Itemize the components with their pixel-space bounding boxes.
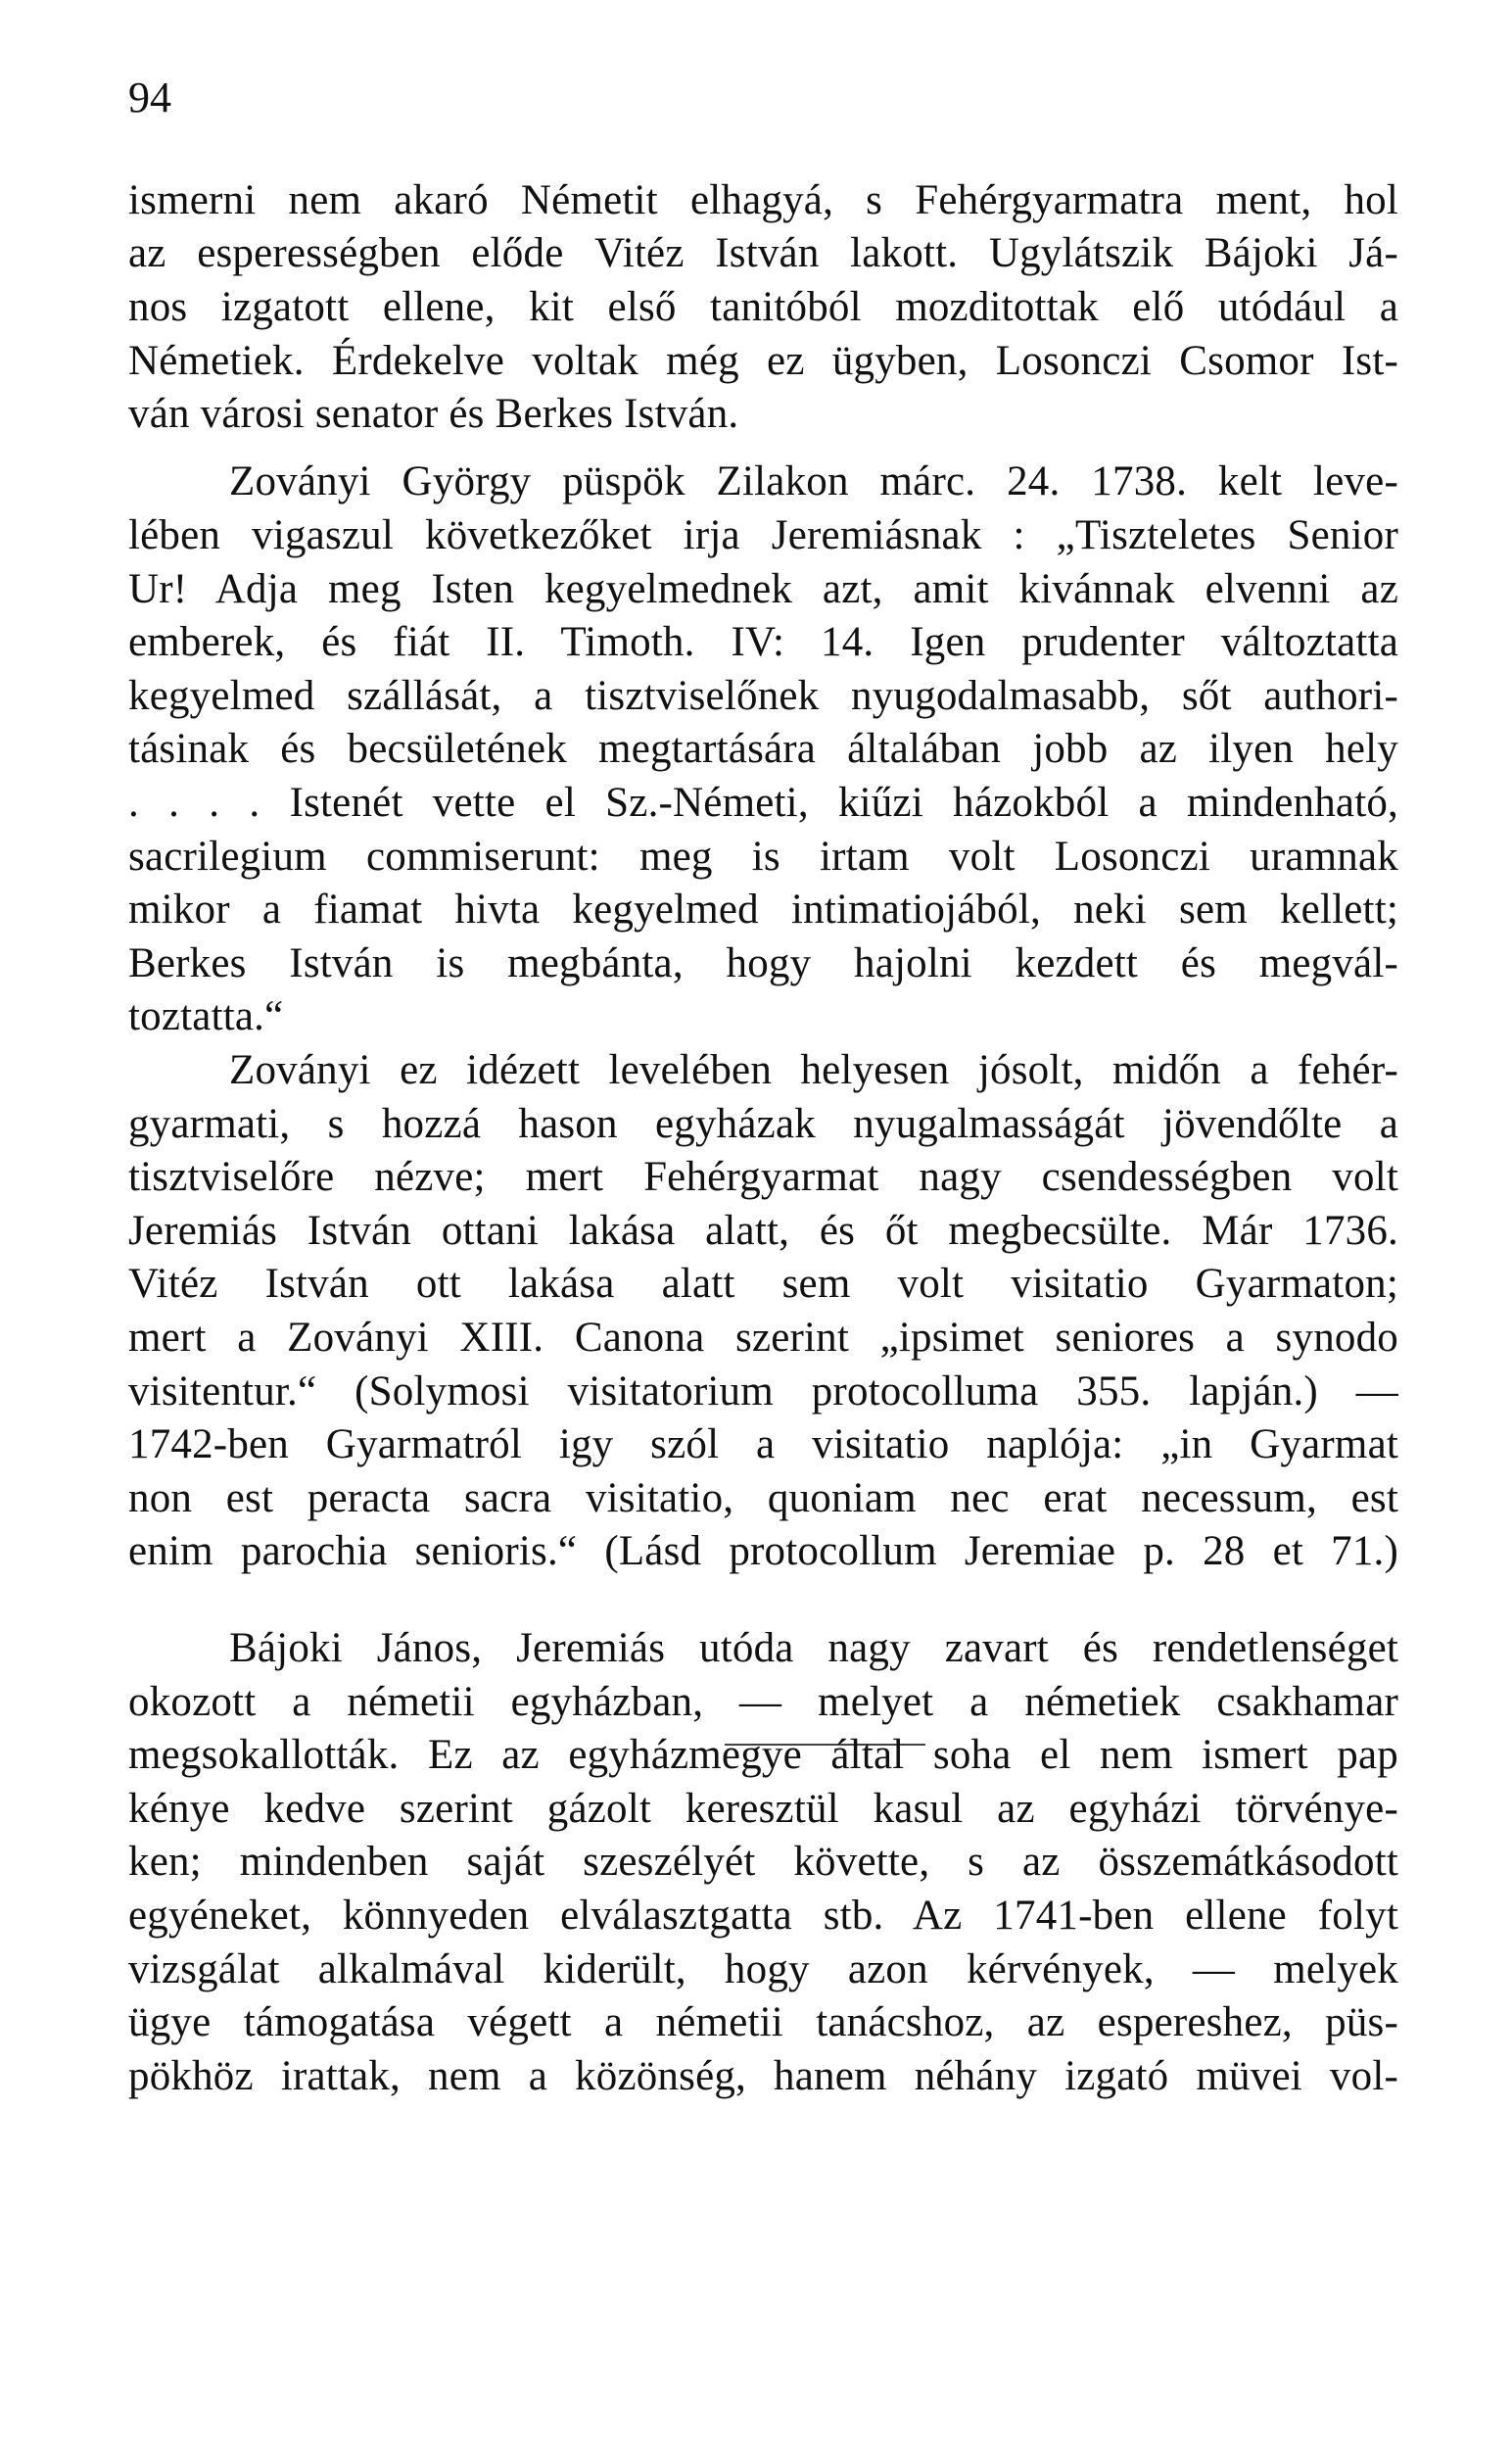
- text-line: Jeremiás István ottani lakása alatt, és őt megbecsülte. Már 1736.: [128, 1208, 1398, 1254]
- text-line: visitentur.“ (Solymosi visitatorium protocolluma 355. lapján.) —: [128, 1368, 1398, 1415]
- text-line: Zoványi ez idézett levelében helyesen jósolt, midőn a fehér-: [229, 1047, 1398, 1093]
- text-line: vizsgálat alkalmával kiderült, hogy azon kérvények, — melyek: [128, 1946, 1398, 1992]
- text-line: tisztviselőre nézve; mert Fehérgyarmat nagy csendességben volt: [128, 1154, 1398, 1200]
- text-line: toztatta.“: [128, 993, 284, 1039]
- text-line: ván városi senator és Berkes István.: [128, 391, 739, 437]
- text-line: megsokallották. Ez az egyházmegye által soha el nem ismert pap: [128, 1732, 1398, 1778]
- text-line: kénye kedve szerint gázolt keresztül kasul az egyházi törvénye-: [128, 1786, 1398, 1832]
- text-line: Németiek. Érdekelve voltak még ez ügyben, Losonczi Csomor Ist-: [128, 338, 1398, 384]
- text-line: Berkes István is megbánta, hogy hajolni kezdett és megvál-: [128, 940, 1398, 986]
- text-line: enim parochia senioris.“ (Lásd protocollum Jeremiae p. 28 et 71.): [128, 1528, 1398, 1574]
- text-line: . . . . Istenét vette el Sz.-Németi, kiűzi házokból a mindenható,: [128, 780, 1398, 826]
- text-line: mert a Zoványi XIII. Canona szerint „ipsimet seniores a synodo: [128, 1315, 1398, 1361]
- text-line: non est peracta sacra visitatio, quoniam nec erat necessum, est: [128, 1475, 1398, 1521]
- text-line: mikor a fiamat hivta kegyelmed intimatiojából, neki sem kellett;: [128, 887, 1398, 933]
- text-line: gyarmati, s hozzá hason egyházak nyugalmasságát jövendőlte a: [128, 1101, 1398, 1147]
- text-line: egyéneket, könnyeden elválasztgatta stb. Az 1741-ben ellene folyt: [128, 1893, 1398, 1939]
- text-line: kegyelmed szállását, a tisztviselőnek nyugodalmasabb, sőt authori-: [128, 673, 1398, 719]
- text-line: nos izgatott ellene, kit első tanitóból mozditottak elő utódául a: [128, 284, 1398, 330]
- page-number: 94: [128, 73, 171, 121]
- text-line: ismerni nem akaró Németit elhagyá, s Fehérgyarmatra ment, hol: [128, 177, 1398, 223]
- text-line: pökhöz irattak, nem a közönség, hanem néhány izgató müvei vol-: [128, 2053, 1398, 2099]
- text-line: az esperességben elődе Vitéz István lakott. Ugylátszik Bájoki Já-: [128, 230, 1398, 276]
- text-line: ügye támogatása végett a németii tanácshoz, az espereshez, püs-: [128, 1999, 1398, 2045]
- text-line: lében vigaszul következőket irja Jeremiásnak : „Tiszteletes Senior: [128, 512, 1398, 558]
- text-line: Vitéz István ott lakása alatt sem volt visitatio Gyarmaton;: [128, 1261, 1398, 1307]
- text-line: Ur! Adja meg Isten kegyelmednek azt, amit kivánnak elvenni az: [128, 566, 1398, 612]
- text-line: ken; mindenben saját szeszélyét követte, s az összemátkásodott: [128, 1839, 1398, 1885]
- text-line: okozott a németii egyházban, — melyet a németiek csakhamar: [128, 1679, 1398, 1725]
- text-line: Bájoki János, Jeremiás utóda nagy zavart és rendetlenséget: [229, 1625, 1398, 1671]
- text-line: 1742-ben Gyarmatról igy szól a visitatio naplója: „in Gyarmat: [128, 1421, 1398, 1467]
- text-line: tásinak és becsületének megtartására általában jobb az ilyen hely: [128, 726, 1398, 772]
- text-line: emberek, és fiát II. Timoth. IV: 14. Igen prudenter változtatta: [128, 619, 1398, 665]
- text-line: Zoványi György püspök Zilakon márc. 24. 1738. kelt leve-: [229, 458, 1398, 504]
- text-line: sacrilegium commiserunt: meg is irtam volt Losonczi uramnak: [128, 834, 1398, 880]
